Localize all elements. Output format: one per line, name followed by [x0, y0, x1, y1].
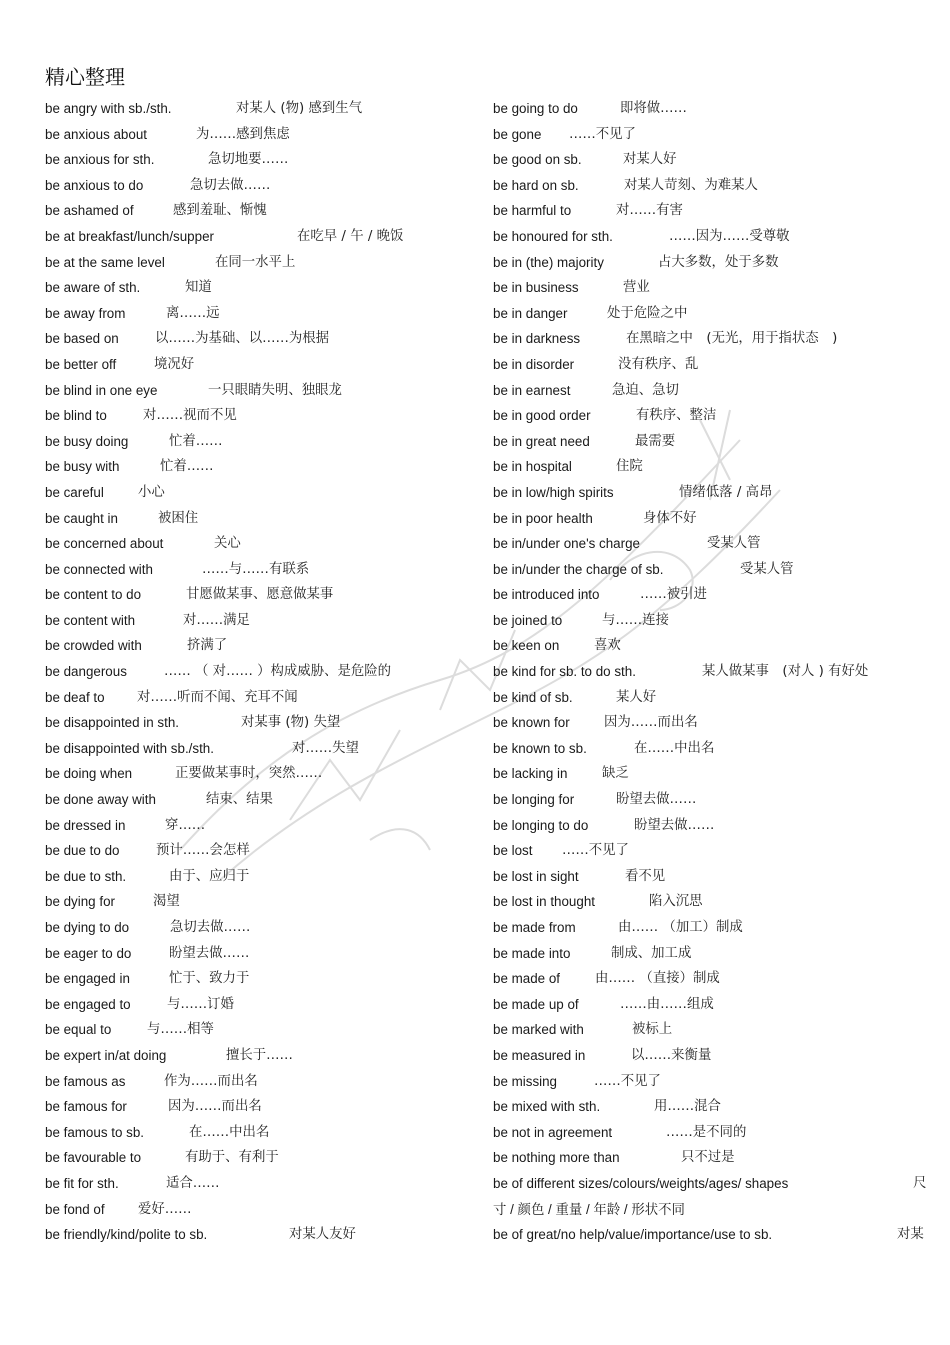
page-title: 精心整理: [45, 65, 125, 89]
phrase-meaning: ……不见了: [562, 843, 629, 859]
phrase-text: be lacking in: [493, 766, 568, 782]
phrase-text: be in danger: [493, 305, 568, 321]
phrase-text: be missing: [493, 1073, 558, 1089]
phrase-entry: [493, 557, 933, 583]
phrase-meaning: 急切地要……: [208, 152, 289, 168]
phrase-text: be of different sizes/colours/weights/ages/ shapes: [493, 1175, 789, 1191]
phrase-meaning: 占大多数，处于多数: [658, 254, 779, 270]
phrase-text: be caught in: [45, 510, 118, 526]
phrase-meaning: 一只眼睛失明、独眼龙: [208, 382, 342, 398]
phrase-text: be made up of: [493, 996, 579, 1012]
phrase-text: be dying for: [45, 894, 115, 910]
phrase-entry: [45, 1069, 475, 1095]
phrase-entry: [493, 941, 933, 967]
phrase-meaning: ……是不同的: [666, 1124, 747, 1140]
phrase-text: be made from: [493, 920, 576, 935]
phrase-entry: [493, 275, 933, 301]
phrase-meaning: 有秩序、整洁: [636, 408, 717, 424]
phrase-text: be honoured for sth.: [493, 228, 613, 244]
phrase-meaning: 营业: [623, 280, 650, 296]
phrase-text: be made into: [493, 945, 571, 961]
phrase-text: be based on: [45, 331, 119, 347]
phrase-meaning: 没有秩序、乱: [618, 356, 699, 372]
phrase-entry: [45, 992, 475, 1018]
phrase-entry: [45, 403, 475, 429]
phrase-entry: [493, 378, 933, 404]
phrase-text: be good on sb.: [493, 152, 582, 168]
phrase-text: be content to do: [45, 587, 142, 603]
phrase-meaning: 看不见: [625, 868, 666, 884]
phrase-entry: [493, 429, 933, 455]
phrase-meaning: 急切去做……: [190, 177, 271, 193]
phrase-text: be angry with sb./sth.: [45, 101, 172, 116]
phrase-meaning: ……不见了: [594, 1073, 661, 1089]
phrase-entry: [45, 710, 475, 736]
phrase-meaning: 境况好: [154, 356, 195, 372]
phrase-text: be friendly/kind/polite to sb.: [45, 1227, 208, 1243]
phrase-entry: [45, 531, 475, 557]
phrase-meaning: 穿……: [165, 817, 206, 833]
phrase-text: be due to sth.: [45, 868, 127, 884]
phrase-entry: [493, 736, 933, 762]
phrase-meaning: 急切去做……: [170, 920, 251, 935]
phrase-entry: [493, 685, 933, 711]
phrase-text: be kind for sb. to do sth.: [493, 664, 636, 680]
phrase-meaning: 爱好……: [138, 1201, 192, 1217]
phrase-meaning: 喜欢: [594, 638, 621, 654]
phrase-text: be in/under one's charge: [493, 536, 640, 552]
phrase-meaning: 在同一水平上: [215, 254, 296, 270]
phrase-text: be famous as: [45, 1073, 126, 1089]
phrase-entry: [493, 659, 933, 685]
phrase-meaning: 由…… （加工）制成: [618, 920, 743, 935]
phrase-entry: [493, 301, 933, 327]
phrase-text: be content with: [45, 612, 136, 628]
phrase-entry: [45, 1222, 475, 1248]
phrase-text: be going to do: [493, 101, 578, 116]
phrase-meaning: 即将做……: [620, 101, 687, 116]
phrase-meaning: 以……来衡量: [631, 1047, 712, 1063]
phrase-meaning: 甘愿做某事、愿意做某事: [186, 587, 334, 603]
phrase-meaning: 受某人管: [740, 561, 794, 577]
phrase-text: be favourable to: [45, 1150, 142, 1166]
phrase-meaning: 擅长于……: [226, 1047, 293, 1063]
phrase-text: be joined to: [493, 612, 563, 628]
phrase-meaning: 对……视而不见: [143, 408, 237, 424]
phrase-entry: [45, 326, 475, 352]
phrase-meaning: 身体不好: [643, 510, 697, 526]
phrase-text: be keen on: [493, 638, 560, 654]
phrase-text: be in good order: [493, 408, 591, 424]
phrase-meaning: 情绪低落 / 高昂: [679, 484, 773, 500]
phrase-entry: [45, 659, 475, 685]
phrase-meaning: 尺: [913, 1175, 927, 1191]
phrase-meaning: 对……听而不闻、充耳不闻: [137, 689, 298, 705]
phrase-text: be known to sb.: [493, 740, 587, 756]
phrase-meaning: 缺乏: [602, 766, 629, 782]
phrase-entry: [45, 736, 475, 762]
phrase-text: be dressed in: [45, 817, 126, 833]
phrase-text: be in hospital: [493, 459, 572, 475]
phrase-meaning: 对某: [897, 1227, 924, 1243]
phrase-meaning: 知道: [185, 280, 212, 296]
phrase-meaning: 在黑暗之中 (无光，用于指状态 ): [626, 331, 838, 347]
phrase-text: be mixed with sth.: [493, 1099, 601, 1115]
phrase-text: be blind to: [45, 408, 107, 424]
phrase-entry: [493, 608, 933, 634]
phrase-meaning: 忙着……: [160, 459, 214, 475]
phrase-meaning: 渴望: [153, 894, 180, 910]
phrase-entry: [45, 429, 475, 455]
phrase-meaning: 离……远: [166, 305, 220, 321]
phrase-text: be ashamed of: [45, 203, 134, 219]
phrase-meaning: …… （ 对…… ）构成威胁、是危险的: [164, 664, 392, 680]
phrase-meaning: 对某人好: [623, 152, 677, 168]
phrase-text: be concerned about: [45, 536, 164, 552]
phrase-meaning: 因为……而出名: [168, 1099, 262, 1115]
phrase-entry: [45, 761, 475, 787]
phrase-entry: [493, 838, 933, 864]
phrase-meaning: 由于、应归于: [169, 868, 250, 884]
phrase-entry: [493, 864, 933, 890]
phrase-entry: [45, 1171, 475, 1197]
phrase-entry: [45, 122, 475, 148]
phrase-text: be harmful to: [493, 203, 572, 219]
phrase-text: be in disorder: [493, 356, 575, 372]
phrase-text: be dangerous: [45, 664, 127, 680]
phrase-entry: [493, 1069, 933, 1095]
phrase-entry: [45, 96, 475, 122]
phrase-text: be better off: [45, 356, 117, 372]
phrase-entry: [45, 301, 475, 327]
phrase-meaning: 挤满了: [187, 638, 228, 654]
phrase-meaning: 由…… （直接）制成: [595, 971, 720, 987]
phrase-entry: [493, 531, 933, 557]
phrase-meaning: ……不见了: [569, 126, 636, 142]
phrase-text: be kind of sb.: [493, 689, 573, 705]
phrase-meaning: 用……混合: [654, 1099, 721, 1115]
phrase-text: be in (the) majority: [493, 254, 604, 270]
phrase-text: be not in agreement: [493, 1124, 613, 1140]
phrase-text: be at the same level: [45, 254, 165, 270]
phrase-meaning: 在……中出名: [634, 740, 715, 756]
phrase-meaning: 对某人苛刻、为难某人: [624, 177, 758, 193]
phrase-entry: [45, 1145, 475, 1171]
phrase-entry: [493, 1094, 933, 1120]
phrase-text: be due to do: [45, 843, 120, 859]
phrase-entry: [493, 224, 933, 250]
phrase-entry: [493, 582, 933, 608]
phrase-meaning: 急迫、急切: [612, 382, 679, 398]
phrase-meaning: 忙着……: [169, 433, 223, 449]
phrase-text: be busy with: [45, 459, 120, 475]
phrase-text: be doing when: [45, 766, 133, 782]
phrase-meaning: 被标上: [632, 1022, 673, 1038]
phrase-text: be of great/no help/value/importance/use to sb.: [493, 1227, 773, 1243]
phrase-text: be anxious for sth.: [45, 152, 155, 168]
phrase-text: 寸 / 颜色 / 重量 / 年龄 / 形状不同: [493, 1201, 685, 1217]
phrase-entry: [45, 1043, 475, 1069]
phrase-text: be nothing more than: [493, 1150, 620, 1166]
phrase-entry: [45, 557, 475, 583]
phrase-entry: [45, 1017, 475, 1043]
phrase-entry: [45, 224, 475, 250]
phrase-meaning: 有助于、有利于: [185, 1150, 279, 1166]
phrase-entry: [45, 198, 475, 224]
phrase-meaning: 对……失望: [292, 740, 359, 756]
phrase-text: be famous for: [45, 1099, 127, 1115]
phrase-text: be fond of: [45, 1201, 105, 1217]
phrase-entry: [493, 915, 933, 941]
phrase-meaning: 与……连接: [602, 612, 669, 628]
phrase-meaning: 制成、加工成: [611, 945, 692, 961]
phrase-entry: [45, 1197, 475, 1223]
phrase-meaning: 住院: [616, 459, 643, 475]
phrase-entry: [493, 1017, 933, 1043]
phrase-meaning: 与……相等: [147, 1022, 214, 1038]
phrase-entry: [45, 608, 475, 634]
phrase-entry: [493, 326, 933, 352]
phrase-text: be in/under the charge of sb.: [493, 561, 664, 577]
phrase-entry: [45, 864, 475, 890]
phrase-meaning: 为……感到焦虑: [196, 126, 290, 142]
phrase-entry: [493, 198, 933, 224]
phrase-text: be crowded with: [45, 638, 142, 654]
phrase-entry: [493, 787, 933, 813]
phrase-text: be done away with: [45, 792, 156, 808]
phrase-text: be in earnest: [493, 382, 571, 398]
phrase-meaning: 关心: [214, 536, 241, 552]
phrase-text: be disappointed with sb./sth.: [45, 740, 214, 756]
phrase-meaning: 作为……而出名: [164, 1073, 258, 1089]
phrase-meaning: 处于危险之中: [607, 305, 688, 321]
phrase-text: be expert in/at doing: [45, 1047, 167, 1063]
phrase-text: be blind in one eye: [45, 382, 158, 398]
phrase-entry: [45, 147, 475, 173]
phrase-text: be careful: [45, 484, 104, 500]
phrase-text: be fit for sth.: [45, 1175, 119, 1191]
phrase-meaning: 小心: [138, 484, 165, 500]
phrase-meaning: 正要做某事时，突然……: [175, 766, 323, 782]
phrase-text: be eager to do: [45, 945, 132, 961]
phrase-meaning: 以……为基础、以……为根据: [155, 331, 330, 347]
phrase-meaning: 感到羞耻、惭愧: [173, 203, 267, 219]
phrase-entry: [45, 838, 475, 864]
phrase-meaning: ……被引进: [640, 587, 707, 603]
phrase-text: be in poor health: [493, 510, 593, 526]
phrase-meaning: ……因为……受尊敬: [669, 228, 790, 244]
phrase-entry: [493, 966, 933, 992]
phrase-entry: [45, 813, 475, 839]
phrase-text: be away from: [45, 305, 126, 321]
phrase-entry: [493, 1043, 933, 1069]
phrase-text: be deaf to: [45, 689, 105, 705]
phrase-text: be hard on sb.: [493, 177, 579, 193]
phrase-text: be known for: [493, 715, 570, 731]
phrase-entry: [45, 250, 475, 276]
phrase-meaning: ……与……有联系: [202, 561, 310, 577]
phrase-entry: [493, 352, 933, 378]
phrase-entry: [45, 915, 475, 941]
phrase-entry: [493, 147, 933, 173]
phrase-text: be longing to do: [493, 817, 589, 833]
phrase-text: be in darkness: [493, 331, 581, 347]
phrase-entry: [493, 1222, 933, 1248]
phrase-text: be introduced into: [493, 587, 600, 603]
phrase-meaning: 在吃早 / 午 / 晚饭: [297, 228, 404, 244]
phrase-entry: [45, 685, 475, 711]
phrase-entry: [493, 403, 933, 429]
phrase-meaning: 盼望去做……: [169, 945, 250, 961]
phrase-entry: [493, 889, 933, 915]
phrase-meaning: 对某人友好: [289, 1227, 356, 1243]
phrase-text: be in great need: [493, 433, 590, 449]
phrase-meaning: 对某人 (物) 感到生气: [236, 101, 363, 116]
phrase-text: be connected with: [45, 561, 153, 577]
phrase-meaning: 盼望去做……: [634, 817, 715, 833]
phrase-entry: [45, 275, 475, 301]
phrase-text: be aware of sth.: [45, 280, 141, 296]
phrase-meaning: 忙于、致力于: [169, 971, 250, 987]
right-column: [493, 96, 933, 1248]
phrase-meaning: 最需要: [635, 433, 676, 449]
phrase-meaning: 陷入沉思: [649, 894, 703, 910]
phrase-meaning: 因为……而出名: [604, 715, 698, 731]
phrase-entry: [493, 710, 933, 736]
phrase-meaning: 只不过是: [681, 1150, 735, 1166]
phrase-meaning: 与……订婚: [167, 996, 234, 1012]
phrase-text: be made of: [493, 971, 560, 987]
phrase-meaning: 在……中出名: [189, 1124, 270, 1140]
phrase-entry: [45, 480, 475, 506]
phrase-entry: [45, 966, 475, 992]
phrase-text: be gone: [493, 126, 542, 142]
phrase-entry: [45, 1094, 475, 1120]
phrase-text: be anxious to do: [45, 177, 144, 193]
phrase-entry: [45, 173, 475, 199]
phrase-text: be lost in sight: [493, 868, 579, 884]
phrase-meaning: 某人好: [616, 689, 657, 705]
phrase-text: be at breakfast/lunch/supper: [45, 228, 214, 244]
phrase-meaning: 某人做某事 (对人 ) 有好处: [702, 664, 869, 680]
phrase-text: be disappointed in sth.: [45, 715, 180, 731]
phrase-meaning: 对某事 (物) 失望: [241, 715, 341, 731]
phrase-entry: [493, 813, 933, 839]
phrase-meaning: 预计……会怎样: [156, 843, 250, 859]
phrase-entry: [493, 1120, 933, 1146]
phrase-text: be in low/high spirits: [493, 484, 614, 500]
phrase-meaning: 适合……: [166, 1175, 220, 1191]
phrase-text: be longing for: [493, 792, 575, 808]
phrase-entry: [45, 582, 475, 608]
phrase-meaning: 被困住: [158, 510, 199, 526]
phrase-text: be marked with: [493, 1022, 584, 1038]
phrase-entry: [493, 1171, 933, 1197]
phrase-entry: [45, 378, 475, 404]
phrase-text: be busy doing: [45, 433, 129, 449]
phrase-entry: [493, 250, 933, 276]
left-column: [45, 96, 475, 1248]
phrase-meaning: 盼望去做……: [616, 792, 697, 808]
phrase-entry: [493, 454, 933, 480]
phrase-entry: [493, 1145, 933, 1171]
phrase-text: be engaged in: [45, 971, 130, 987]
phrase-text: be famous to sb.: [45, 1124, 144, 1140]
phrase-entry: [45, 633, 475, 659]
phrase-entry: [493, 506, 933, 532]
phrase-entry: [493, 633, 933, 659]
phrase-meaning: 结束、结果: [206, 792, 273, 808]
phrase-text: be equal to: [45, 1022, 112, 1038]
phrase-text: be engaged to: [45, 996, 131, 1012]
phrase-meaning: 对……满足: [183, 612, 250, 628]
phrase-entry: [45, 506, 475, 532]
phrase-entry: [493, 96, 933, 122]
phrase-text: be in business: [493, 280, 579, 296]
phrase-text: be dying to do: [45, 920, 130, 935]
phrase-text: be measured in: [493, 1047, 586, 1063]
phrase-entry: [493, 480, 933, 506]
phrase-text: be lost in thought: [493, 894, 595, 910]
phrase-meaning: 对……有害: [616, 203, 683, 219]
phrase-entry: [45, 889, 475, 915]
phrase-entry: [493, 761, 933, 787]
phrase-text: be lost: [493, 843, 533, 859]
phrase-entry: [493, 1197, 933, 1223]
phrase-entry: [45, 352, 475, 378]
phrase-text: be anxious about: [45, 126, 147, 142]
phrase-entry: [493, 992, 933, 1018]
phrase-entry: [493, 122, 933, 148]
phrase-entry: [45, 1120, 475, 1146]
phrase-entry: [45, 454, 475, 480]
phrase-entry: [45, 941, 475, 967]
phrase-entry: [45, 787, 475, 813]
phrase-meaning: ……由……组成: [620, 996, 714, 1012]
phrase-meaning: 受某人管: [707, 536, 761, 552]
phrase-entry: [493, 173, 933, 199]
